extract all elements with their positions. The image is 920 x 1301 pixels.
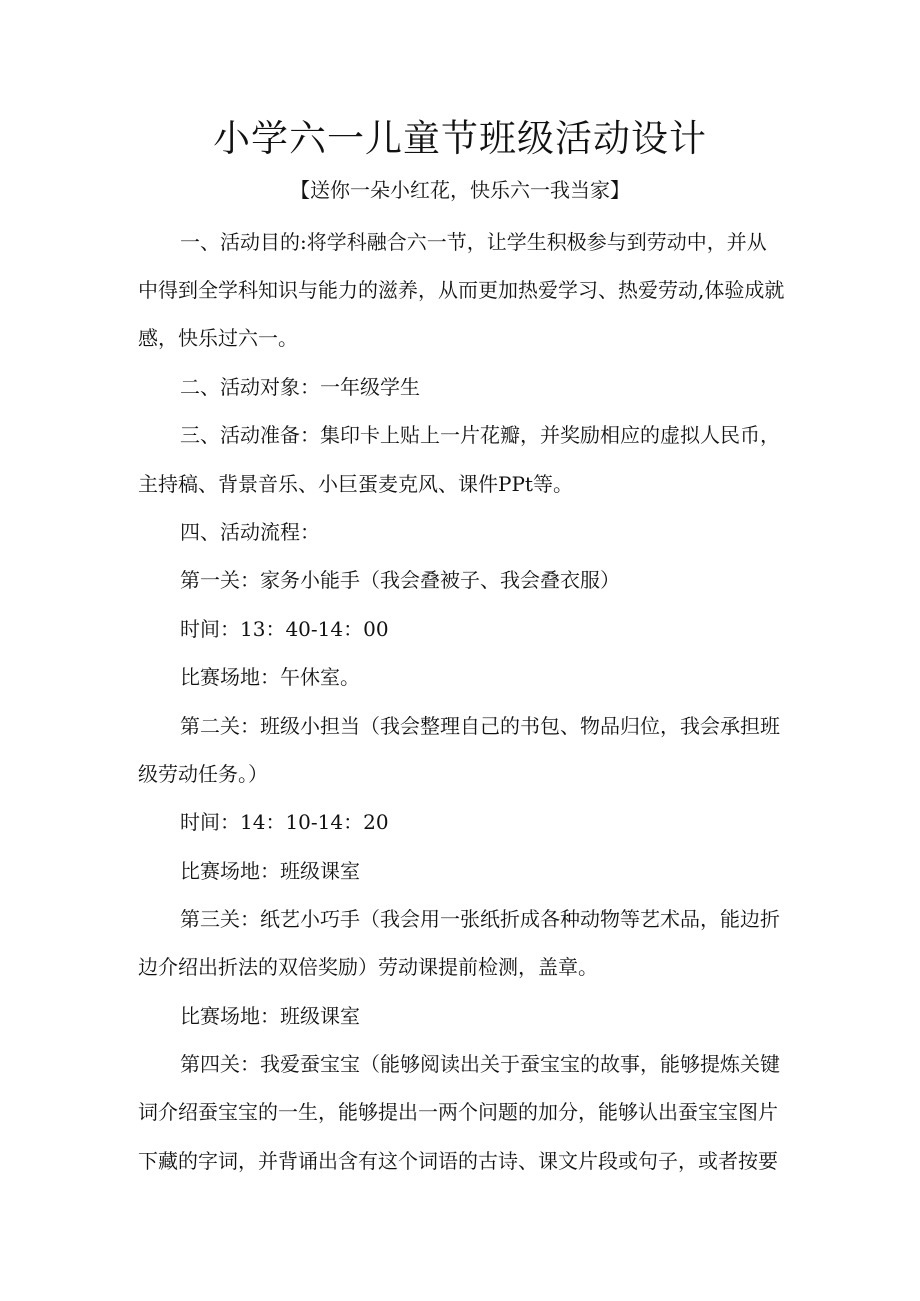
paragraph-line-level-3: 第三关：纸艺小巧手（我会用一张纸折成各种动物等艺术品，能边折 xyxy=(180,907,780,931)
paragraph-line-level-4: 第四关：我爱蚕宝宝（能够阅读出关于蚕宝宝的故事，能够提炼关键 xyxy=(180,1052,780,1076)
paragraph-line-level-3-cont: 边介绍出折法的双倍奖励）劳动课提前检测，盖章。 xyxy=(138,955,598,979)
document-title: 小学六一儿童节班级活动设计 xyxy=(213,117,707,160)
paragraph-line-venue-3: 比赛场地：班级课室 xyxy=(180,1004,360,1028)
paragraph-line-preparation-cont: 主持稿、背景音乐、小巨蛋麦克风、课件PPt等。 xyxy=(138,472,573,496)
paragraph-line-venue-2: 比赛场地：班级课室 xyxy=(180,859,360,883)
paragraph-line-time-2: 时间：14：10-14：20 xyxy=(180,810,389,834)
paragraph-line-venue-1: 比赛场地：午休室。 xyxy=(180,665,360,689)
paragraph-line-purpose-cont: 中得到全学科知识与能力的滋养，从而更加热爱学习、热爱劳动,体验成就 xyxy=(138,278,785,302)
paragraph-line-level-4-cont: 词介绍蚕宝宝的一生，能够提出一两个问题的加分，能够认出蚕宝宝图片 xyxy=(138,1100,778,1124)
paragraph-line-purpose-end: 感，快乐过六一。 xyxy=(138,326,298,350)
paragraph-line-time-1: 时间：13：40-14：00 xyxy=(180,617,389,641)
paragraph-line-target: 二、活动对象：一年级学生 xyxy=(180,375,420,399)
paragraph-line-preparation: 三、活动准备：集印卡上贴上一片花瓣，并奖励相应的虚拟人民币， xyxy=(180,423,780,447)
paragraph-line-level-1: 第一关：家务小能手（我会叠被子、我会叠衣服） xyxy=(180,568,620,592)
paragraph-line-level-2-cont: 级劳动任务。） xyxy=(138,762,268,786)
paragraph-line-level-4-cont-2: 下藏的字词，并背诵出含有这个词语的古诗、课文片段或句子，或者按要 xyxy=(138,1149,778,1173)
paragraph-line-purpose: 一、活动目的:将学科融合六一节，让学生积极参与到劳动中，并从 xyxy=(180,230,767,254)
document-subtitle: 【送你一朵小红花，快乐六一我当家】 xyxy=(290,178,630,202)
paragraph-line-process: 四、活动流程： xyxy=(180,520,320,544)
paragraph-line-level-2: 第二关：班级小担当（我会整理自己的书包、物品归位，我会承担班 xyxy=(180,714,780,738)
